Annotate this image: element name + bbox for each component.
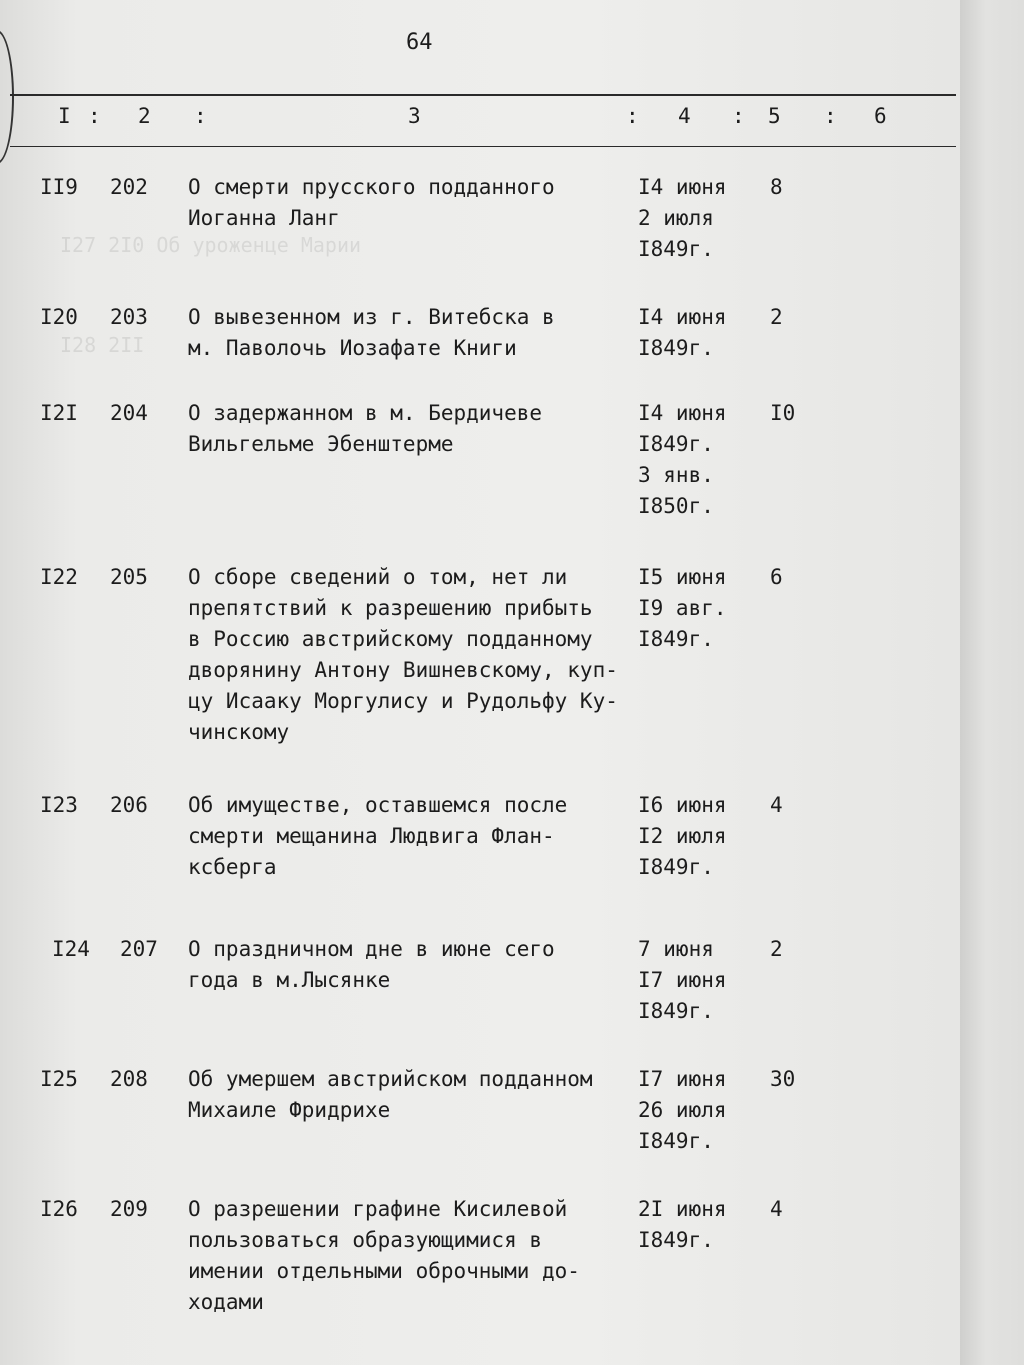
case-dates: I4 июня 2 июля I849г. (638, 175, 727, 261)
entry-number: I23 (40, 793, 78, 817)
case-number: 206 (110, 793, 148, 817)
page-number: 64 (406, 30, 433, 55)
entry-number: II9 (40, 175, 78, 199)
case-dates: I4 июня I849г. (638, 305, 727, 360)
entry-number: I25 (40, 1067, 78, 1091)
header-bottom-rule (10, 146, 956, 147)
header-separator: : (88, 104, 101, 128)
header-separator: : (824, 104, 837, 128)
sheet-count: I0 (770, 401, 796, 425)
case-dates: 2I июня I849г. (638, 1197, 727, 1252)
case-dates: I5 июня I9 авг. I849г. (638, 565, 727, 651)
case-title: О сборе сведений о том, нет ли препятствий к разрешению прибыть в Россию австрийскому подданному дворянину Антону Вишневскому, куп- цу Исааку Моргулису и Рудольфу Ку- чинскому (188, 565, 618, 744)
sheet-count: 30 (770, 1067, 796, 1091)
case-dates: 7 июня I7 июня I849г. (638, 937, 727, 1023)
case-number: 202 (110, 175, 148, 199)
case-title: Об имуществе, оставшемся после смерти мещанина Людвига Флан- ксберга (188, 793, 568, 879)
column-header-1: I (58, 104, 71, 128)
case-title: О праздничном дне в июне сего года в м.Лысянке (188, 937, 555, 992)
entry-number: I20 (40, 305, 78, 329)
sheet-count: 4 (770, 1197, 783, 1221)
case-number: 204 (110, 401, 148, 425)
sheet-count: 2 (770, 305, 783, 329)
case-title: О смерти прусского подданного Иоганна Ланг (188, 175, 555, 230)
header-separator: : (626, 104, 639, 128)
case-title: О вывезенном из г. Витебска в м. Паволочь Иозафате Книги (188, 305, 555, 360)
column-header-6: 6 (874, 104, 887, 128)
column-header-5: 5 (768, 104, 781, 128)
entry-number: I22 (40, 565, 78, 589)
case-title: О задержанном в м. Бердичеве Вильгельме Эбенштерме (188, 401, 543, 456)
bleed-through: I27 2I0 Об уроженце Марии (60, 233, 362, 257)
case-dates: I6 июня I2 июля I849г. (638, 793, 727, 879)
entry-number: I24 (52, 937, 90, 961)
case-number: 207 (120, 937, 158, 961)
case-title: О разрешении графине Кисилевой пользоваться образующимися в имении отдельными оброчными до- ходами (188, 1197, 580, 1314)
bleed-through: I28 2II (60, 333, 145, 357)
case-dates: I4 июня I849г. 3 янв. I850г. (638, 401, 727, 518)
case-title: Об умершем австрийском подданном Михаиле Фридрихе (188, 1067, 593, 1122)
column-header-2: 2 (138, 104, 151, 128)
sheet-count: 8 (770, 175, 783, 199)
header-separator: : (732, 104, 745, 128)
sheet-count: 6 (770, 565, 783, 589)
column-header-3: 3 (408, 104, 421, 128)
entry-number: I26 (40, 1197, 78, 1221)
header-top-rule (10, 94, 956, 96)
case-number: 209 (110, 1197, 148, 1221)
case-number: 208 (110, 1067, 148, 1091)
header-separator: : (194, 104, 207, 128)
entry-number: I2I (40, 401, 78, 425)
page-edge-shadow (960, 0, 1024, 1365)
case-number: 205 (110, 565, 148, 589)
sheet-count: 4 (770, 793, 783, 817)
case-dates: I7 июня 26 июля I849г. (638, 1067, 727, 1153)
sheet-count: 2 (770, 937, 783, 961)
case-number: 203 (110, 305, 148, 329)
column-header-4: 4 (678, 104, 691, 128)
